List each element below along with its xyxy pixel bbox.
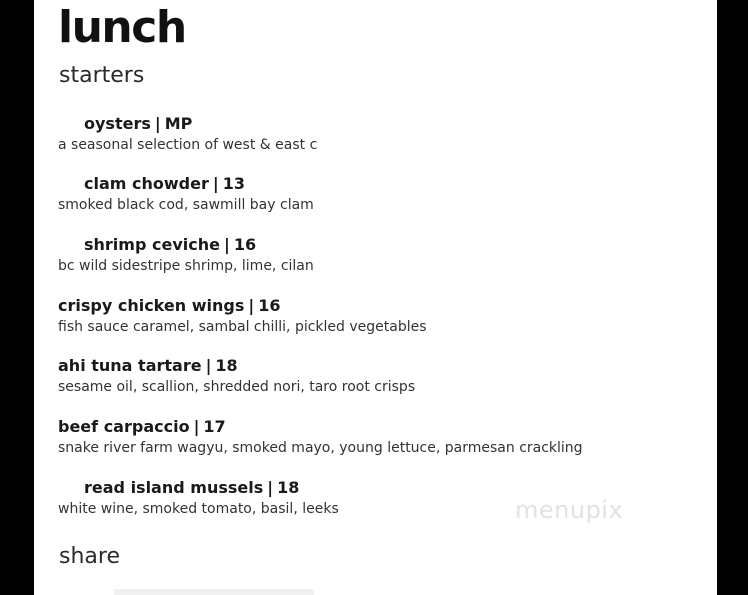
item-description: fish sauce caramel, sambal chilli, pickled vegetables (58, 319, 427, 335)
separator: | (205, 356, 212, 375)
item-price: 17 (203, 417, 226, 436)
item-name: clam chowder (84, 174, 209, 193)
item-heading (58, 296, 678, 316)
menu-item-beef-carpaccio (58, 417, 678, 457)
item-name: shrimp ceviche (84, 235, 220, 254)
item-description: a seasonal selection of west & east c (58, 137, 318, 153)
menu-item-clam-chowder (58, 174, 678, 214)
menu-item-oysters (58, 114, 678, 154)
item-price: 18 (215, 356, 238, 375)
item-heading (58, 235, 678, 255)
item-name: crispy chicken wings (58, 296, 245, 315)
item-price: MP (164, 114, 193, 133)
faded-text-fragment (114, 589, 314, 595)
item-name: beef carpaccio (58, 417, 190, 436)
menu-page (34, 0, 717, 595)
item-price: 18 (277, 478, 300, 497)
item-description: smoked black cod, sawmill bay clam (58, 197, 314, 213)
menu-item-shrimp-ceviche (58, 235, 678, 275)
item-description: sesame oil, scallion, shredded nori, taro root crisps (58, 379, 416, 395)
item-heading (58, 478, 678, 498)
item-heading (58, 114, 678, 134)
separator: | (223, 235, 230, 254)
section-starters: starters (59, 63, 145, 88)
separator: | (154, 114, 161, 133)
watermark-logo: menupix (515, 496, 624, 524)
item-description: bc wild sidestripe shrimp, lime, cilan (58, 258, 314, 274)
separator: | (267, 478, 274, 497)
separator: | (193, 417, 200, 436)
item-description: snake river farm wagyu, smoked mayo, young lettuce, parmesan crackling (58, 440, 583, 456)
item-heading (58, 356, 678, 376)
menu-item-crispy-chicken-wings (58, 296, 678, 336)
separator: | (212, 174, 219, 193)
item-heading (58, 174, 678, 194)
item-price: 16 (233, 235, 257, 254)
item-price: 13 (222, 174, 245, 193)
item-name: oysters (84, 114, 151, 133)
menu-item-ahi-tuna-tartare (58, 356, 678, 396)
item-name: read island mussels (84, 478, 264, 497)
menu-title: lunch (58, 2, 186, 53)
item-name: ahi tuna tartare (58, 356, 202, 375)
section-share: share (59, 544, 120, 569)
item-description: white wine, smoked tomato, basil, leeks (58, 501, 339, 517)
item-heading (58, 417, 678, 437)
separator: | (248, 296, 255, 315)
item-price: 16 (258, 296, 281, 315)
